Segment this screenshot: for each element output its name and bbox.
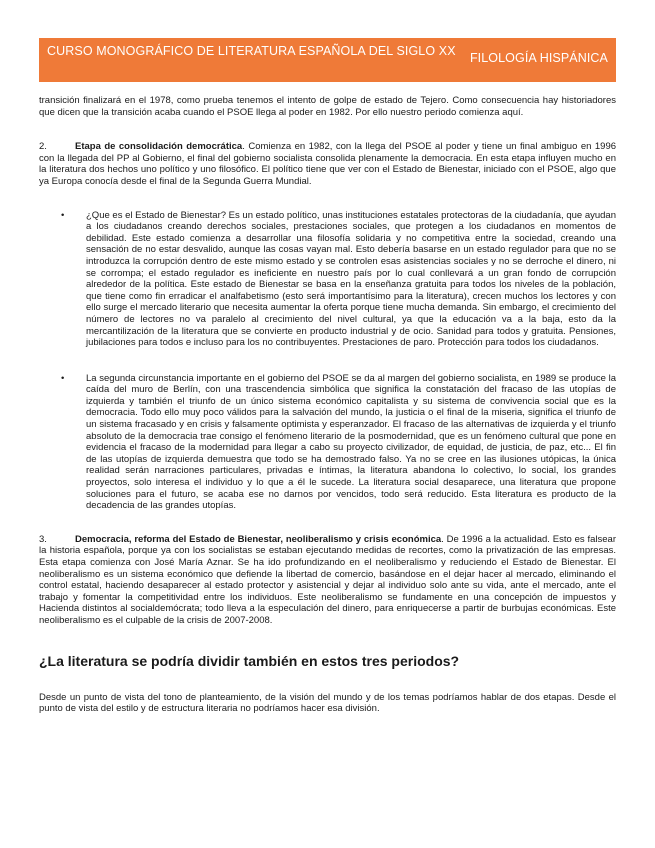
section-3-number: 3. [39,533,47,545]
section-2-paragraph [39,141,616,187]
section-2-title: Etapa de consolidación democrática [75,141,243,153]
bullet-text: La segunda circunstancia importante en el gobierno del PSOE se da al margen del gobierno socialista, en 1989 se produce la caída del muro de Berlín, con una trascendencia simbólica que significa la constatación del fracaso de las utopías de izquierda y también el triunfo de un único sistema económico capitalista y su sistema de convivencia social que es la democracia. Todo ello muy poco válidos para la salvación del mundo, la justicia o el final de la miseria, significa el triunfo de un sistema fracasado y en crisis y falsamente optimista y esperanzador. El fracaso de las alternativas de izquierda y el triunfo absoluto de la democracia trae consigo el fenómeno literario de la posmodernidad, que es un fenómeno cultural que pone en evidencia el fracaso de la modernidad para llegar a cabo su proyecto civilizador, de equidad, de justicia, de paz, etc... El fin de las utopías de izquierda demuestra que todo se ha demostrado falso. Ya no se cree en las ilusiones utópicas, la única realidad serán narraciones particulares, privadas e íntimas, la literatura abandona lo colectivo, lo social, los grandes proyectos, solo interesa el individuo y lo que a él le sucede. La literatura social desaparece, una literatura que propone soluciones para el futuro, se acaba ese no darnos por vencidos, todo será reducido. Esta literatura es producto de la decadencia de las grandes utopías. [86,372,616,512]
subject-label: FILOLOGÍA HISPÁNICA [469,51,608,65]
bullet-list [39,210,616,512]
bullet-marker: • [61,209,65,221]
question-answer: Desde un punto de vista del tono de planteamiento, de la visión del mundo y de los temas podríamos hablar de dos etapas. Desde el punto de vista del estilo y de estructura literaria no podríamos hacer esa división. [39,691,616,715]
section-2-number: 2. [39,141,47,153]
document-body [39,95,616,715]
section-3-title: Democracia, reforma del Estado de Bienestar, neoliberalismo y crisis económica [75,533,442,545]
bullet-marker: • [61,372,65,384]
list-item [39,373,616,512]
intro-paragraph: transición finalizará en el 1978, como prueba tenemos el intento de golpe de estado de Tejero. Como consecuencia hay historiadores que dicen que la transición acaba cuando el PSOE llega al poder en 1982. Por ello nuestro periodo comienza aquí. [39,95,616,118]
document-header [39,38,616,82]
course-title: CURSO MONOGRÁFICO DE LITERATURA ESPAÑOLA DEL SIGLO XX [47,44,456,58]
list-item [39,210,616,349]
section-2-text: . Comienza en 1982, con la llega del PSOE al poder y tiene un final ambiguo en 1996 con la llegada del PP al Gobierno, el final del gobierno socialista consolida plenamente la democracia. En esta etapa influyen mucho en la literatura dos hechos uno político y uno filosófico. El político tiene que ver con el Estado de Bienestar, iniciado con el PSOE, algo que ya Europa conocía desde el final de la Segunda Guerra Mundial. [39,141,617,187]
question-heading: ¿La literatura se podría dividir también en estos tres periodos? [39,652,460,669]
section-3-text: . De 1996 a la actualidad. Esto es falsear la historia española, porque ya con los socialistas se estaban ejecutando medidas de recortes, como la privatización de las empresas. Esta etapa comienza con José María Aznar. Se ha ido profundizando en el neoliberalismo y reduciendo el Estado de Bienestar. El neoliberalismo es un sistema económico que defiende la libertad de comercio, basándose en el dejar hacer al mercado, eliminando el control estatal, haciendo desaparecer al estado protector y asistencial y dejar al individuo solo ante su vida, ante el mercado, ante el trabajo y fomentar la competitividad entre los individuos. Este neoliberalismo se fundamente en una concepción de impuestos y Hacienda distintos al socialdemócrata; todo lleva a la especulación del dinero, para enriquecerse a partir de burbujas económicas. Este neoliberalismo es el culpable de la crisis de 2007-2008. [39,533,616,626]
bullet-text: ¿Que es el Estado de Bienestar? Es un estado político, unas instituciones estatales protectoras de la ciudadanía, que ayudan a los ciudadanos creando derechos sociales, prestaciones sociales, que protegen a los ciudadanos en momentos de debilidad. Este estado comienza a desarrollar una filosofía solidaria y no competitiva entre la sociedad, creando una sensación de no estar desvalido, aunque las cosas vayan mal. Esto debería basarse en un estado regulador para que no se introduzca la corrupción dentro de este mismo estado y se controlen esas asistencias sociales y no se derroche el dinero, ni se corrompa; el estado regulador es ineficiente en nuestro país por lo cual conllevará a un gran fondo de corrupción alrededor de la política. Este estado de Bienestar se basa en la enseñanza gratuita para todos los niveles de la población, que tiene como fin erradicar el analfabetismo (esto será importantísimo para la literatura), crecen muchos los lectores y con ello surge el mercado literario que necesita aumentar la oferta porque tiene mucha demanda. Sin embargo, el crecimiento del número de lectores no va paralelo al crecimiento del nivel cultural, ya que la educación va a la baja, esto da la mercantilización de la literatura que se convierte en producto industrial y de ocio. Sanidad para todos y gratuita. Pensiones, jubilaciones para todos e incluso para los no contribuyentes. Prestaciones de paro. Protección para todos los ciudadanos. [86,209,616,349]
section-3-paragraph [39,534,616,627]
